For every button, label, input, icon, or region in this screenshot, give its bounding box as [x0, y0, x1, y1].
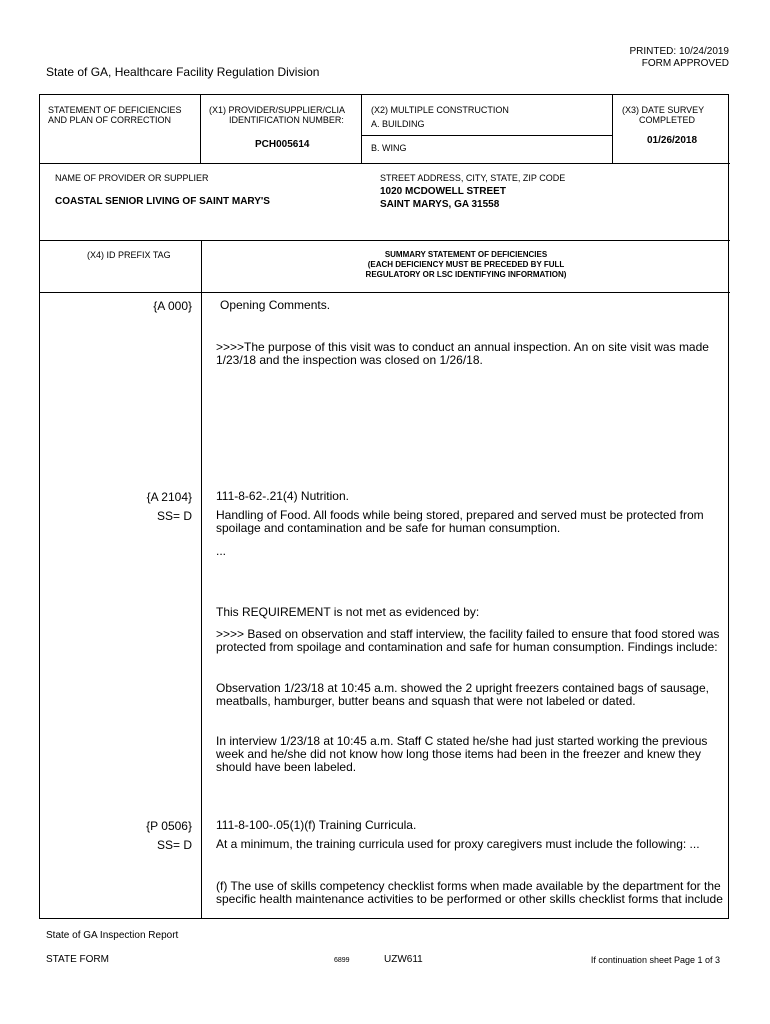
- divider-v-x2: [361, 94, 362, 163]
- p0506-title: 111-8-100-.05(1)(f) Training Curricula.: [216, 818, 417, 832]
- divider-provider-row: [39, 240, 730, 241]
- a2104-finding: >>>> Based on observation and staff interview, the facility failed to ensure that food stored was protected from spoilage and contamination and safe for human consumption. Findings include:: [216, 627, 720, 654]
- a2104-observation: Observation 1/23/18 at 10:45 a.m. showed the 2 upright freezers contained bags of sausage, meatballs, hamburger, butter beans and squash that were not labeled or dated.: [216, 681, 709, 708]
- statement-label-2: AND PLAN OF CORRECTION: [48, 115, 172, 125]
- a2104-text: Handling of Food. All foods while being stored, prepared and served must be protected from spoilage and contamination and be safe for human consumption.: [216, 508, 704, 535]
- tag-a2104: {A 2104}: [146, 490, 192, 504]
- p0506-text: At a minimum, the training curricula used for proxy caregivers must include the following: ...: [216, 837, 700, 851]
- x3-label-1: (X3) DATE SURVEY: [622, 105, 705, 115]
- x1-label-2: IDENTIFICATION NUMBER:: [229, 115, 344, 125]
- prefix-tag-label: (X4) ID PREFIX TAG: [87, 250, 171, 260]
- x1-label-1: (X1) PROVIDER/SUPPLIER/CLIA: [209, 105, 346, 115]
- summary-header-3: REGULATORY OR LSC IDENTIFYING INFORMATION): [365, 270, 567, 279]
- divider-v-x3: [612, 94, 613, 163]
- footer-code: 6899: [334, 957, 350, 964]
- statement-label-1: STATEMENT OF DEFICIENCIES: [48, 105, 182, 115]
- p0506-f-text: (f) The use of skills competency checklist forms when made available by the department for the specific health maintenance activities to be performed or other skills checklist forms that include: [216, 879, 723, 906]
- divider-x2: [361, 135, 612, 136]
- footer-continuation: If continuation sheet Page 1 of 3: [590, 955, 720, 965]
- footer-state-form: STATE FORM: [46, 954, 109, 965]
- x2-label: (X2) MULTIPLE CONSTRUCTION: [371, 105, 509, 115]
- printed-date: PRINTED: 10/24/2019: [629, 46, 729, 57]
- p0506-ss: SS= D: [156, 838, 192, 852]
- divider-v-prefix: [201, 240, 202, 919]
- address-line-2: SAINT MARYS, GA 31558: [380, 199, 500, 210]
- footer-event-id: UZW611: [384, 954, 423, 965]
- a2104-title: 111-8-62-.21(4) Nutrition.: [216, 489, 349, 503]
- form-approved: FORM APPROVED: [641, 58, 729, 69]
- form-box: [39, 94, 729, 919]
- summary-header: [202, 250, 730, 280]
- a2104-ellipsis: ...: [216, 544, 227, 558]
- tag-p0506: {P 0506}: [146, 819, 192, 833]
- survey-completed-date: 01/26/2018: [647, 135, 698, 146]
- provider-name: COASTAL SENIOR LIVING OF SAINT MARY'S: [55, 196, 270, 207]
- divider-column-header: [39, 292, 730, 293]
- a2104-requirement: This REQUIREMENT is not met as evidenced by:: [216, 605, 480, 619]
- agency-title: State of GA, Healthcare Facility Regulation Division: [46, 65, 320, 79]
- a2104-interview: In interview 1/23/18 at 10:45 a.m. Staff C stated he/she had just started working the previous week and he/she did not know how long those items had been in the freezer and knew they should have been labeled.: [216, 734, 708, 774]
- address-line-1: 1020 MCDOWELL STREET: [380, 186, 506, 197]
- address-label: STREET ADDRESS, CITY, STATE, ZIP CODE: [380, 173, 566, 183]
- summary-header-1: SUMMARY STATEMENT OF DEFICIENCIES: [384, 250, 548, 259]
- provider-id-number: PCH005614: [255, 139, 310, 150]
- x2-building: A. BUILDING: [371, 119, 425, 129]
- summary-header-2: (EACH DEFICIENCY MUST BE PRECEDED BY FULL: [367, 260, 565, 269]
- a000-title: Opening Comments.: [220, 298, 331, 312]
- divider-top-row: [39, 163, 730, 164]
- x3-label-2: COMPLETED: [639, 115, 696, 125]
- x2-wing: B. WING: [371, 143, 407, 153]
- footer-report: State of GA Inspection Report: [46, 930, 179, 941]
- a000-text: >>>>The purpose of this visit was to conduct an annual inspection. An on site visit was made 1/23/18 and the inspection was closed on 1/26/18.: [216, 340, 709, 367]
- tag-a000: {A 000}: [153, 299, 192, 313]
- provider-name-label: NAME OF PROVIDER OR SUPPLIER: [55, 173, 209, 183]
- divider-v-x1: [200, 94, 201, 163]
- a2104-ss: SS= D: [156, 509, 192, 523]
